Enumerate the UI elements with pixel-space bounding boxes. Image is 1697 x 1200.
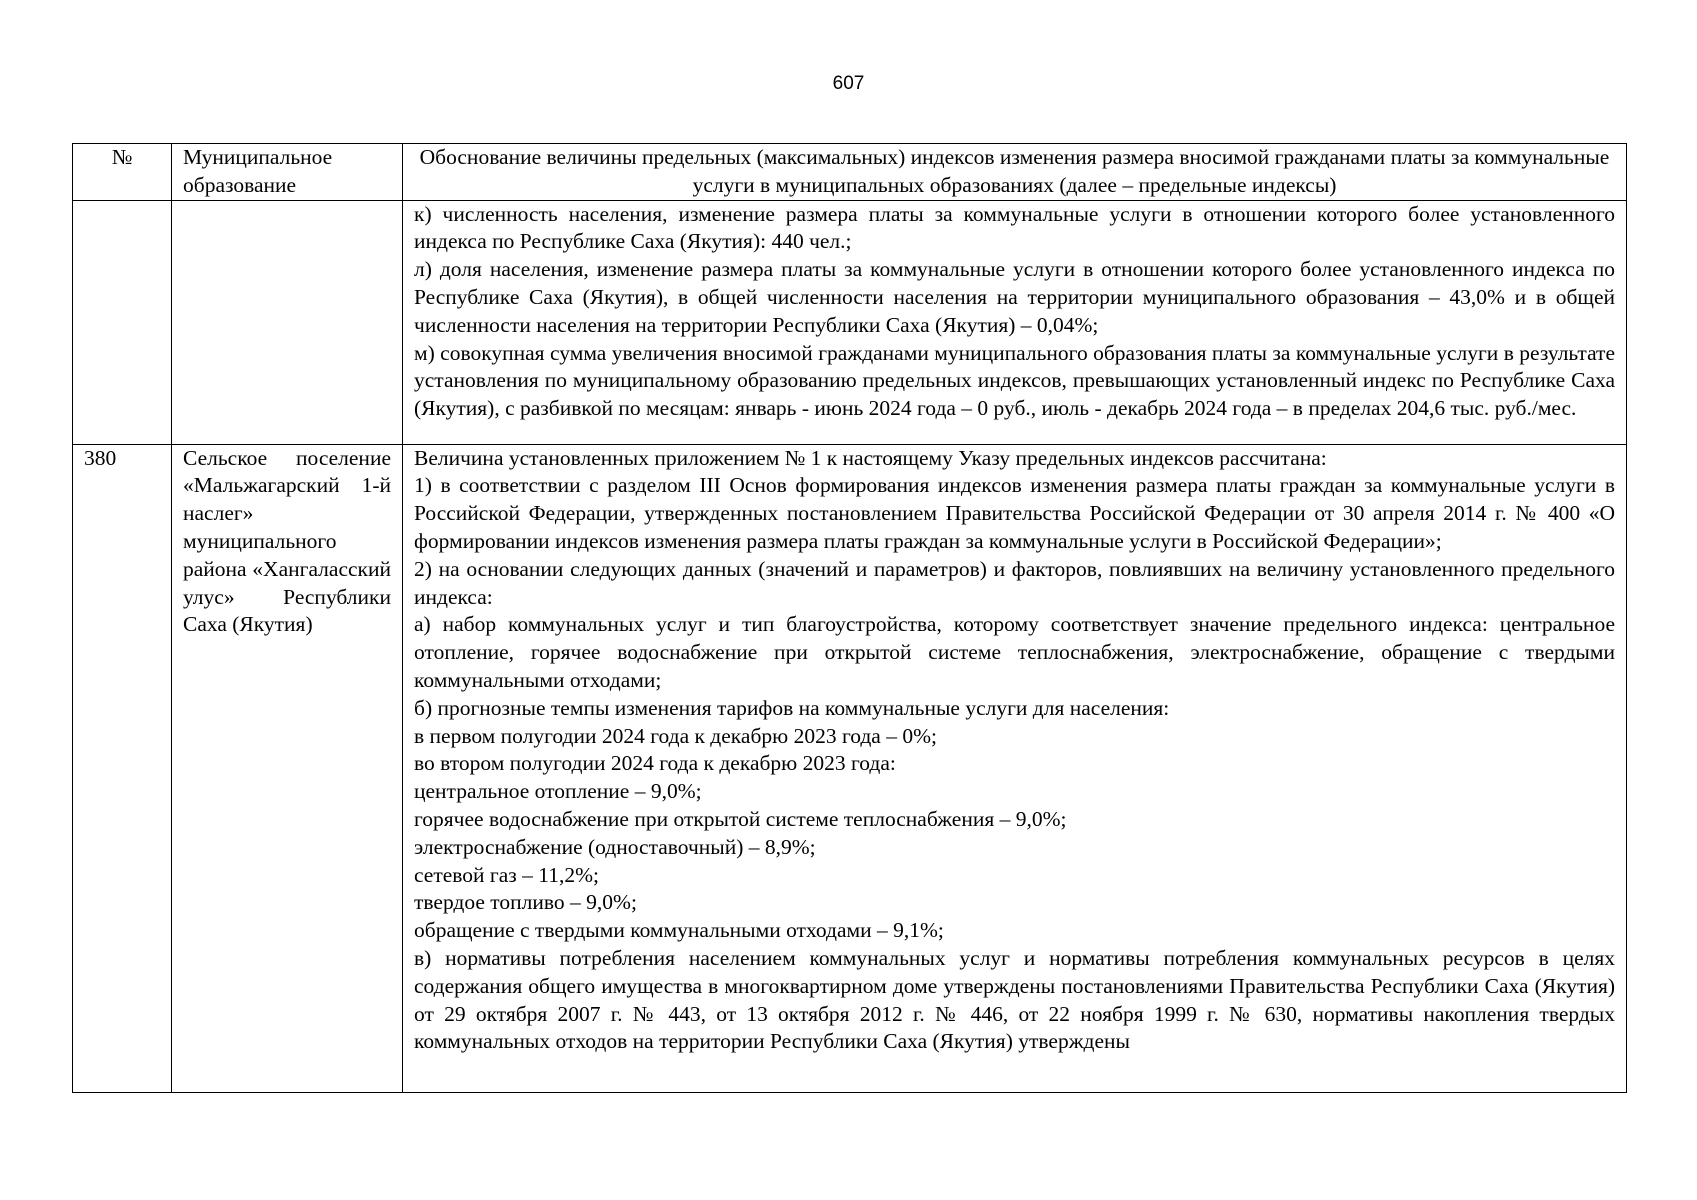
justification-paragraph: электроснабжение (одноставочный) – 8,9%; [414,834,816,859]
header-number: № [73,144,172,201]
justification-paragraph: м) совокупная сумма увеличения вносимой гражданами муниципального образования платы за коммунальные услуги в результате установления по муниципальному образованию предельных индексов, превышающих установленный индекс по Республике Саха (Якутия), с разбивкой по месяцам: январь - июнь 2024 года – 0 руб., июль - декабрь 2024 года – в пределах 204,6 тыс. руб./мес. [414,340,1615,421]
justification-paragraph: горячее водоснабжение при открытой системе теплоснабжения – 9,0%; [414,806,1067,831]
table-header [73,144,1627,201]
row-number-cell [73,200,172,444]
table-row [73,444,1627,1092]
justification-paragraph: а) набор коммунальных услуг и тип благоустройства, которому соответствует значение предельного индекса: центральное отопление, горячее водоснабжение при открытой системе теплоснабжения, электроснабжение, обращение с твердыми коммунальными отходами; [414,612,1615,692]
row-number-cell: 380 [73,444,172,1092]
justification-paragraph: к) численность населения, изменение размера платы за коммунальные услуги в отношении которого более установленного индекса по Республике Саха (Якутия): 440 чел.; [414,201,1615,254]
justification-paragraph: 1) в соответствии с разделом III Основ формирования индексов изменения размера платы граждан за коммунальные услуги в Российской Федерации, утвержденных постановлением Правительства Российской Федерации от 30 апреля 2014 г. № 400 «О формировании индексов изменения размера платы граждан за коммунальные услуги в Российской Федерации»; [414,473,1615,553]
row-municipality-cell: Сельское поселение «Мальжагарский 1-й наслег» муниципального района «Хангаласский улус» Республики Саха (Якутия) [172,444,403,1092]
tariff-index-table [72,143,1627,1093]
row-municipality-cell [172,200,403,444]
page-number: 607 [832,73,865,94]
header-justification: Обоснование величины предельных (максимальных) индексов изменения размера вносимой гражданами платы за коммунальные услуги в муниципальных образованиях (далее – предельные индексы) [403,144,1627,201]
justification-paragraph: обращение с твердыми коммунальными отходами – 9,1%; [414,918,944,943]
justification-paragraph: центральное отопление – 9,0%; [414,779,702,804]
justification-paragraph: л) доля населения, изменение размера платы за коммунальные услуги в отношении которого более установленного индекса по Республике Саха (Якутия), в общей численности населения на территории муниципального образования – 43,0% и в общей численности населения на территории Республики Саха (Якутия) – 0,04%; [414,257,1615,337]
justification-paragraph: Величина установленных приложением № 1 к настоящему Указу предельных индексов рассчитана: [414,445,1327,470]
table-body [73,200,1627,1092]
justification-paragraph: 2) на основании следующих данных (значений и параметров) и факторов, повлиявших на величину установленного предельного индекса: [414,556,1615,609]
justification-paragraph: в первом полугодии 2024 года к декабрю 2023 года – 0%; [414,723,937,748]
justification-paragraph: твердое топливо – 9,0%; [414,890,637,915]
header-row [73,144,1627,201]
header-municipality: Муниципальное образование [172,144,403,201]
justification-paragraph: б) прогнозные темпы изменения тарифов на коммунальные услуги для населения: [414,695,1170,720]
table-row [73,200,1627,444]
justification-paragraph: в) нормативы потребления населением коммунальных услуг и нормативы потребления коммунальных ресурсов в целях содержания общего имущества в многоквартирном доме утверждены постановлениями Правительства Республики Саха (Якутия) от 29 октября 2007 г. № 443, от 13 октября 2012 г. № 446, от 22 ноября 1999 г. № 630, нормативы накопления твердых коммунальных отходов на территории Республики Саха (Якутия) утверждены [414,945,1615,1054]
row-justification-cell [403,200,1627,444]
row-justification-cell [403,444,1627,1092]
justification-paragraph: во втором полугодии 2024 года к декабрю 2023 года: [414,751,896,776]
justification-paragraph: сетевой газ – 11,2%; [414,862,599,887]
